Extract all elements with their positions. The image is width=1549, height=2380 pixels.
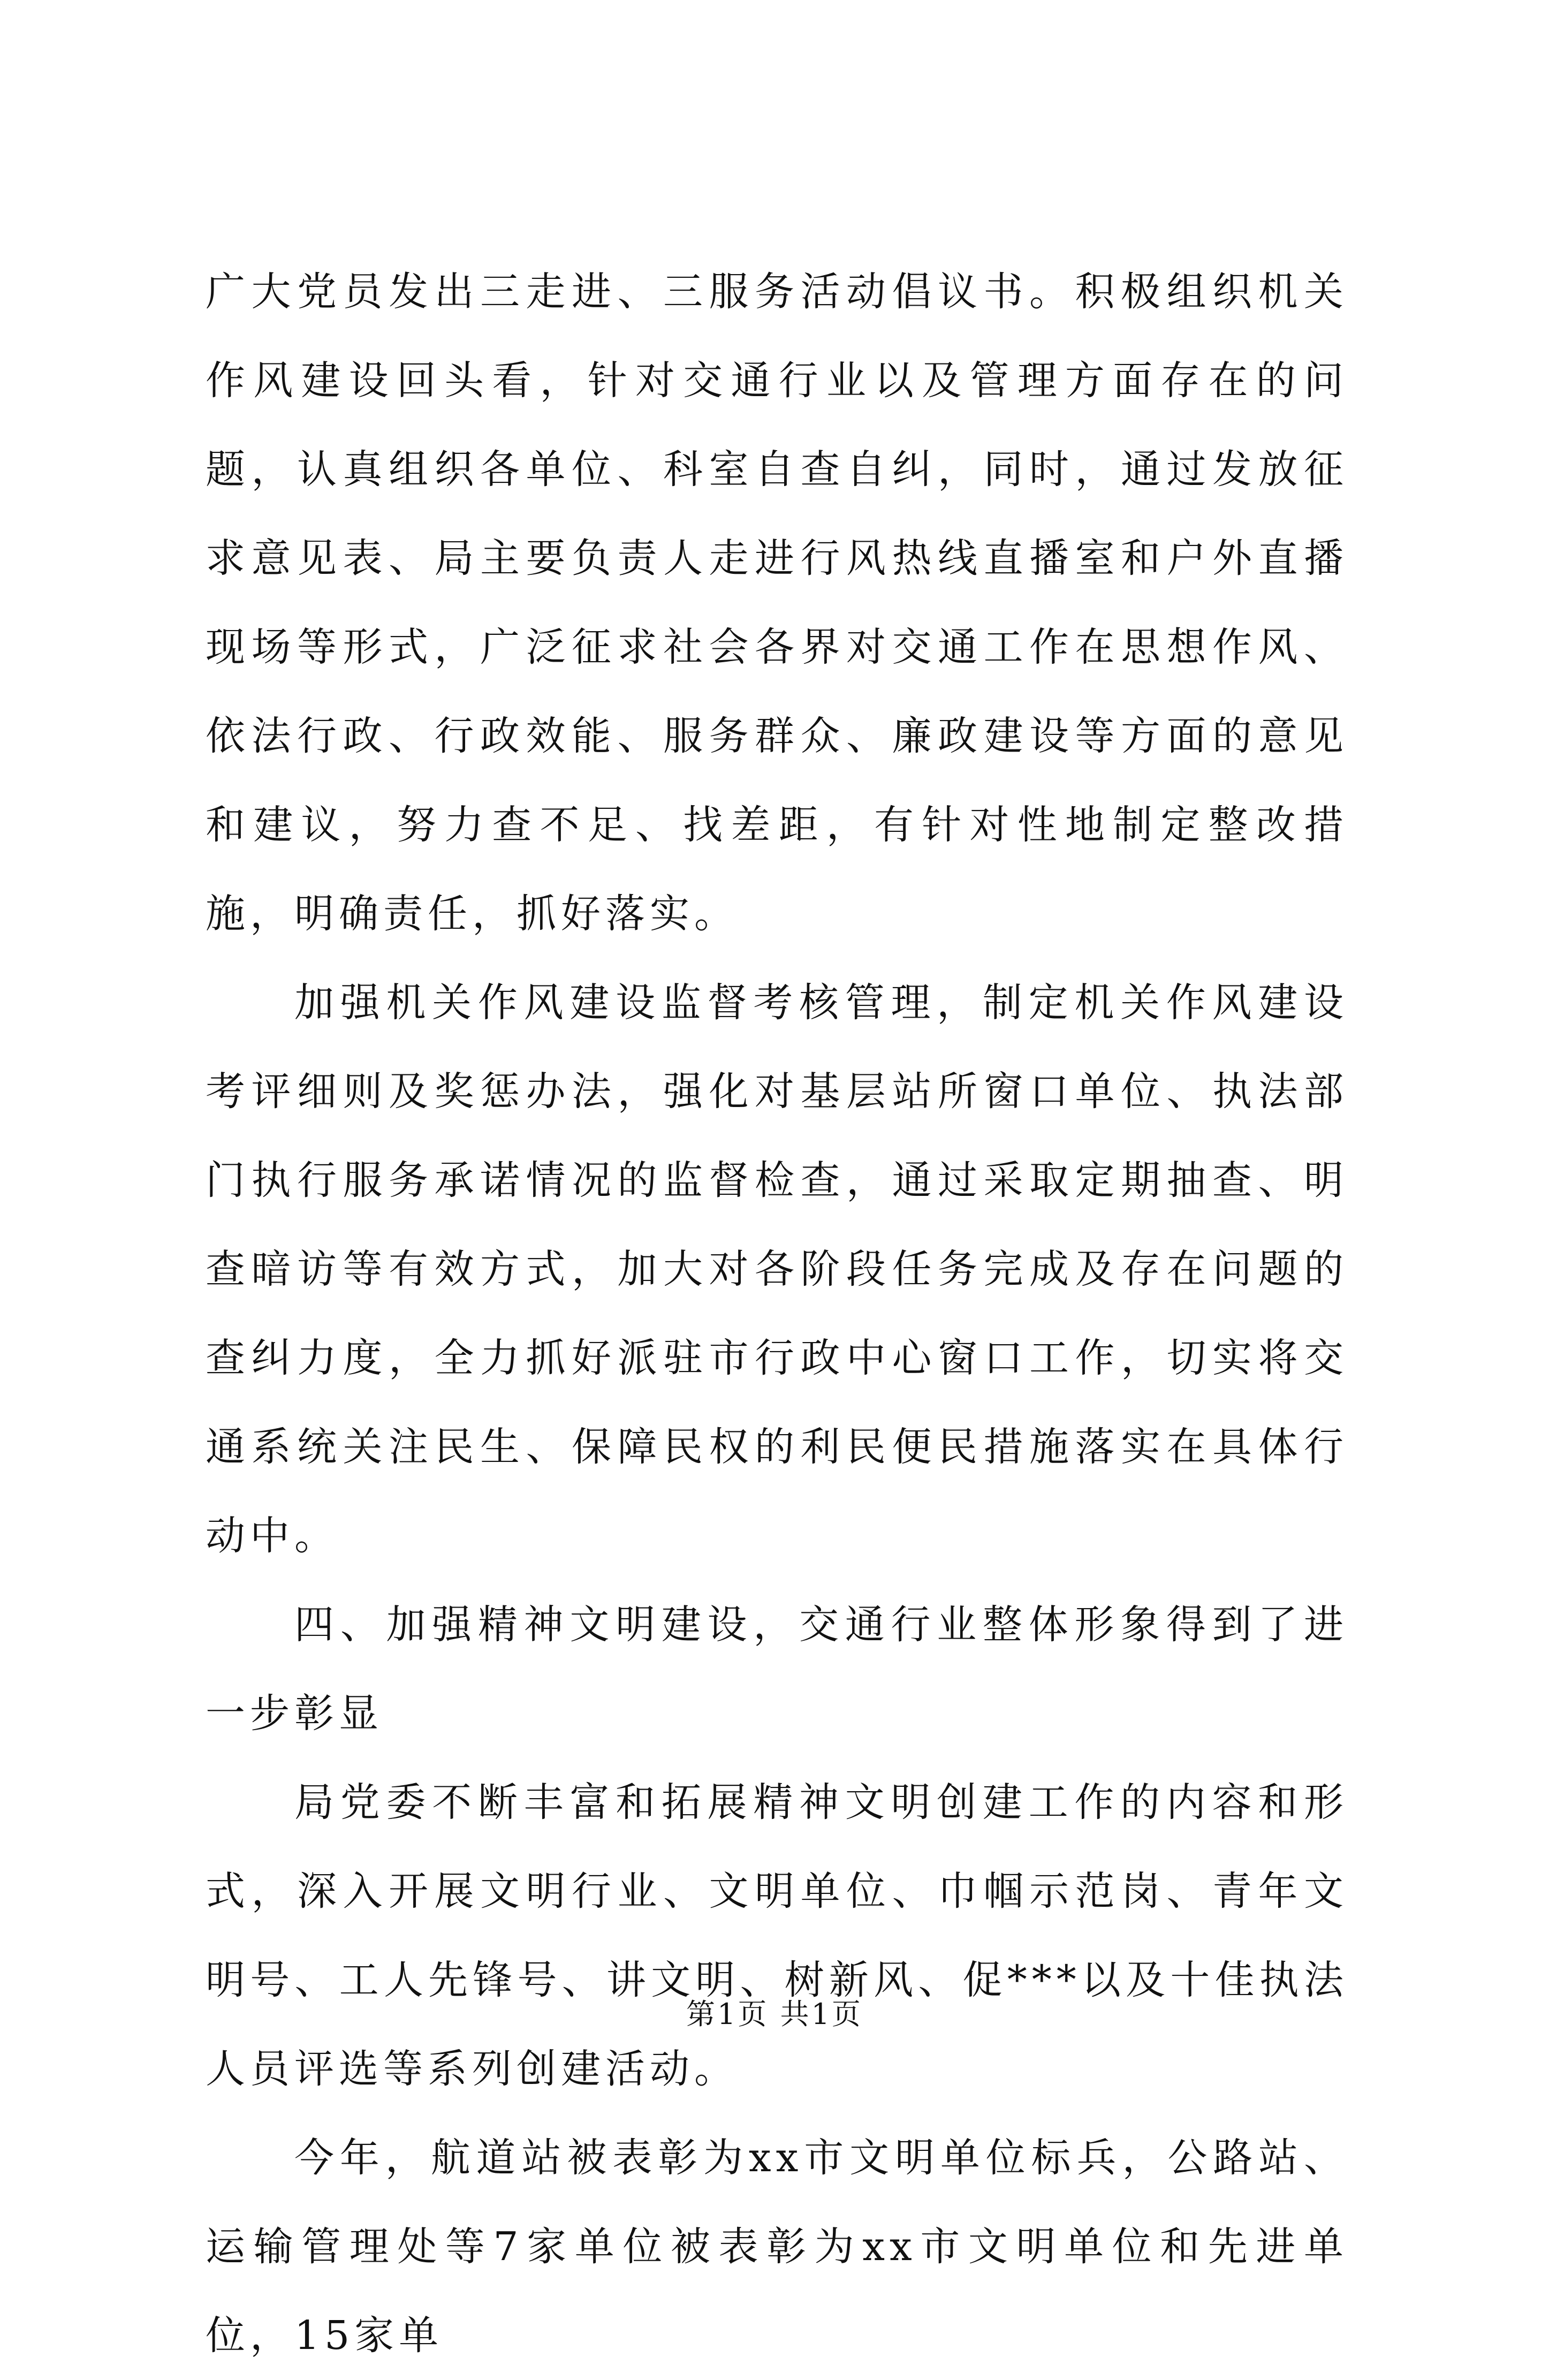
document-body: [206, 247, 1348, 2380]
page-footer: [0, 1996, 1549, 2033]
page-number-label: 第1页 共1页: [686, 1997, 863, 2031]
section-heading: 四、加强精神文明建设，交通行业整体形象得到了进一步彰显: [206, 1602, 1348, 1737]
paragraph-2: 加强机关作风建设监督考核管理，制定机关作风建设考评细则及奖惩办法，强化对基层站所窗口单位、执法部门执行服务承诺情况的监督检查，通过采取定期抽查、明查暗访等有效方式，加大对各阶段任务完成及存在问题的查纠力度，全力抓好派驻市行政中心窗口工作，切实将交通系统关注民生、保障民权的利民便民措施落实在具体行动中。: [206, 980, 1348, 1559]
paragraph-1: 广大党员发出三走进、三服务活动倡议书。积极组织机关作风建设回头看，针对交通行业以及管理方面存在的问题，认真组织各单位、科室自查自纠，同时，通过发放征求意见表、局主要负责人走进行风热线直播室和户外直播现场等形式，广泛征求社会各界对交通工作在思想作风、依法行政、行政效能、服务群众、廉政建设等方面的意见和建议，努力查不足、找差距，有针对性地制定整改措施，明确责任，抓好落实。: [206, 269, 1348, 937]
paragraph-3: 局党委不断丰富和拓展精神文明创建工作的内容和形式，深入开展文明行业、文明单位、巾帼示范岗、青年文明号、工人先锋号、讲文明、树新风、促***以及十佳执法人员评选等系列创建活动。: [206, 1779, 1348, 2092]
paragraph-4: 今年，航道站被表彰为xx市文明单位标兵，公路站、运输管理处等7家单位被表彰为xx市文明单位和先进单位，15家单: [206, 2135, 1348, 2359]
